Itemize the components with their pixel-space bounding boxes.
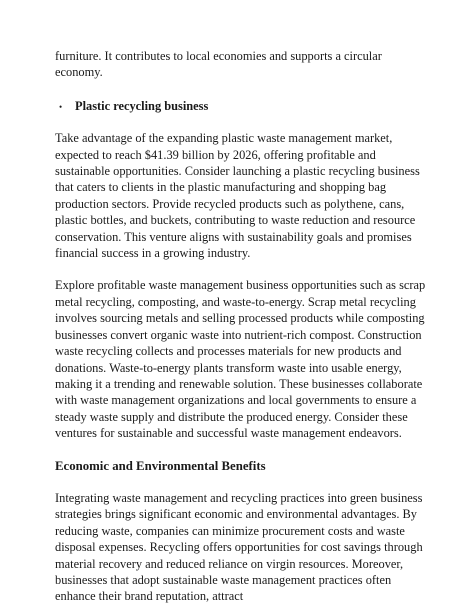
section-heading-benefits: Economic and Environmental Benefits (55, 458, 266, 473)
plastic-recycling-paragraph: Take advantage of the expanding plastic waste management market, expected to reach $41.39 billion by 2026, offering profitable and sustainable opportunities. Consider launching a plastic recycling business that caters to clients in the plastic manufacturing and shopping bag production sectors. Provide recycled products such as polythene, cans, plastic bottles, and buckets, contributing to waste reduction and resource conservation. This venture aligns with sustainability goals and promises financial success in a growing industry. (55, 131, 420, 261)
bullet-label: Plastic recycling business (75, 98, 209, 113)
document-page (55, 48, 427, 605)
waste-opportunities-paragraph: Explore profitable waste management business opportunities such as scrap metal recycling, composting, and waste-to-energy. Scrap metal recycling involves sourcing metals and selling processed products while composting businesses convert organic waste into nutrient-rich compost. Construction waste recycling collects and processes materials for new products and donations. Waste-to-energy plants transform waste into usable energy, making it a trending and renewable solution. These businesses collaborate with waste management organizations and local governments to ensure a steady waste supply and distribute the produced energy. Consider these ventures for sustainable and successful waste management endeavors. (55, 278, 426, 441)
bullet-item-plastic-recycling (59, 98, 427, 114)
benefits-paragraph: Integrating waste management and recycling practices into green business strategies brings significant economic and environmental advantages. By reducing waste, companies can minimize procurement costs and waste disposal expenses. Recycling offers opportunities for cost savings through material recovery and reduced reliance on virgin resources. Moreover, businesses that adopt sustainable waste management practices often enhance their brand reputation, attract (55, 490, 423, 604)
intro-paragraph: furniture. It contributes to local economies and supports a circular economy. (55, 49, 382, 80)
bullet-icon: • (59, 101, 63, 112)
